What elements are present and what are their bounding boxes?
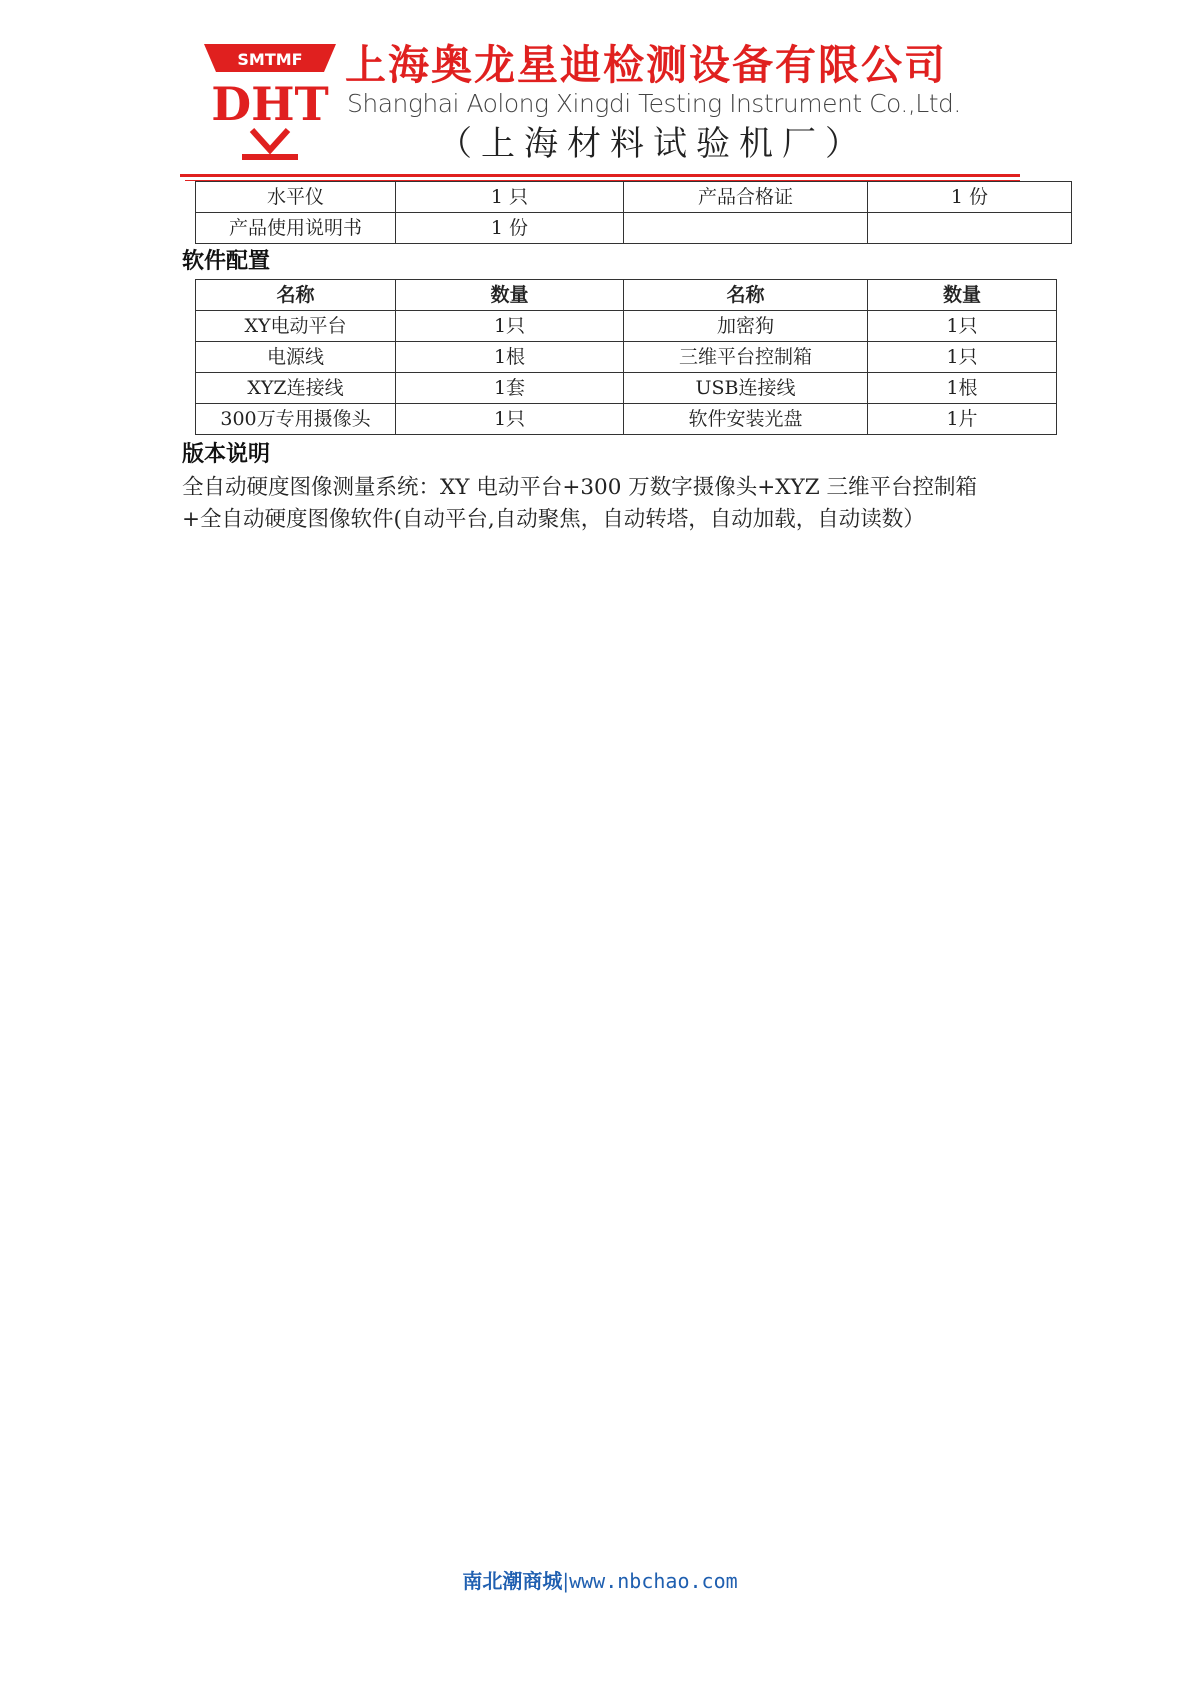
company-name-cn: 上海奥龙星迪检测设备有限公司: [345, 41, 947, 89]
table-cell: 1根: [868, 373, 1057, 404]
table-cell: 1 份: [396, 213, 624, 244]
logo-top-text: SMTMF: [237, 50, 303, 69]
software-config-title: 软件配置: [182, 249, 271, 274]
company-name-en: Shanghai Aolong Xingdi Testing Instrument Co.,Ltd.: [347, 89, 961, 118]
table-header-row: [196, 280, 1057, 311]
company-subtitle: （上海材料试验机厂）: [438, 124, 868, 164]
table-cell: USB连接线: [624, 373, 868, 404]
company-logo: [204, 44, 336, 162]
table-cell: 产品合格证: [624, 182, 868, 213]
accessories-table: [195, 181, 1072, 244]
footer-site-name[interactable]: 南北潮商城: [462, 1569, 563, 1593]
table-cell: 加密狗: [624, 311, 868, 342]
table-cell: 水平仪: [196, 182, 396, 213]
table-cell: 1只: [868, 342, 1057, 373]
table-cell: [868, 213, 1072, 244]
table-cell: 1 只: [396, 182, 624, 213]
table-cell: 1根: [396, 342, 624, 373]
table-cell: 三维平台控制箱: [624, 342, 868, 373]
table-row: [196, 342, 1057, 373]
table-cell: 1片: [868, 404, 1057, 435]
version-note-body: [182, 472, 1062, 536]
table-cell: XYZ连接线: [196, 373, 396, 404]
footer-url-link[interactable]: www.nbchao.com: [569, 1569, 738, 1593]
column-header: 数量: [868, 280, 1057, 311]
table-cell: 电源线: [196, 342, 396, 373]
table-row: [196, 213, 1072, 244]
column-header: 名称: [196, 280, 396, 311]
table-cell: 1套: [396, 373, 624, 404]
table-row: [196, 182, 1072, 213]
software-config-table: [195, 279, 1057, 435]
table-cell: XY电动平台: [196, 311, 396, 342]
table-cell: 1只: [396, 311, 624, 342]
table-cell: 1 份: [868, 182, 1072, 213]
page-header: [0, 0, 1200, 185]
version-note-line: +全自动硬度图像软件(自动平台,自动聚焦，自动转塔，自动加载，自动读数）: [182, 507, 925, 532]
table-row: [196, 373, 1057, 404]
header-rule: [180, 174, 1020, 177]
page-footer: [0, 1567, 1200, 1595]
table-cell: [624, 213, 868, 244]
logo-main-text: DHT: [211, 77, 329, 131]
table-row: [196, 404, 1057, 435]
table-cell: 300万专用摄像头: [196, 404, 396, 435]
table-row: [196, 311, 1057, 342]
table-cell: 产品使用说明书: [196, 213, 396, 244]
version-note-line: 全自动硬度图像测量系统：XY 电动平台+300 万数字摄像头+XYZ 三维平台控制箱: [182, 475, 978, 500]
column-header: 数量: [396, 280, 624, 311]
table-cell: 软件安装光盘: [624, 404, 868, 435]
table-cell: 1只: [868, 311, 1057, 342]
table-cell: 1只: [396, 404, 624, 435]
version-note-title: 版本说明: [182, 442, 271, 467]
column-header: 名称: [624, 280, 868, 311]
footer-separator: |: [562, 1569, 570, 1593]
